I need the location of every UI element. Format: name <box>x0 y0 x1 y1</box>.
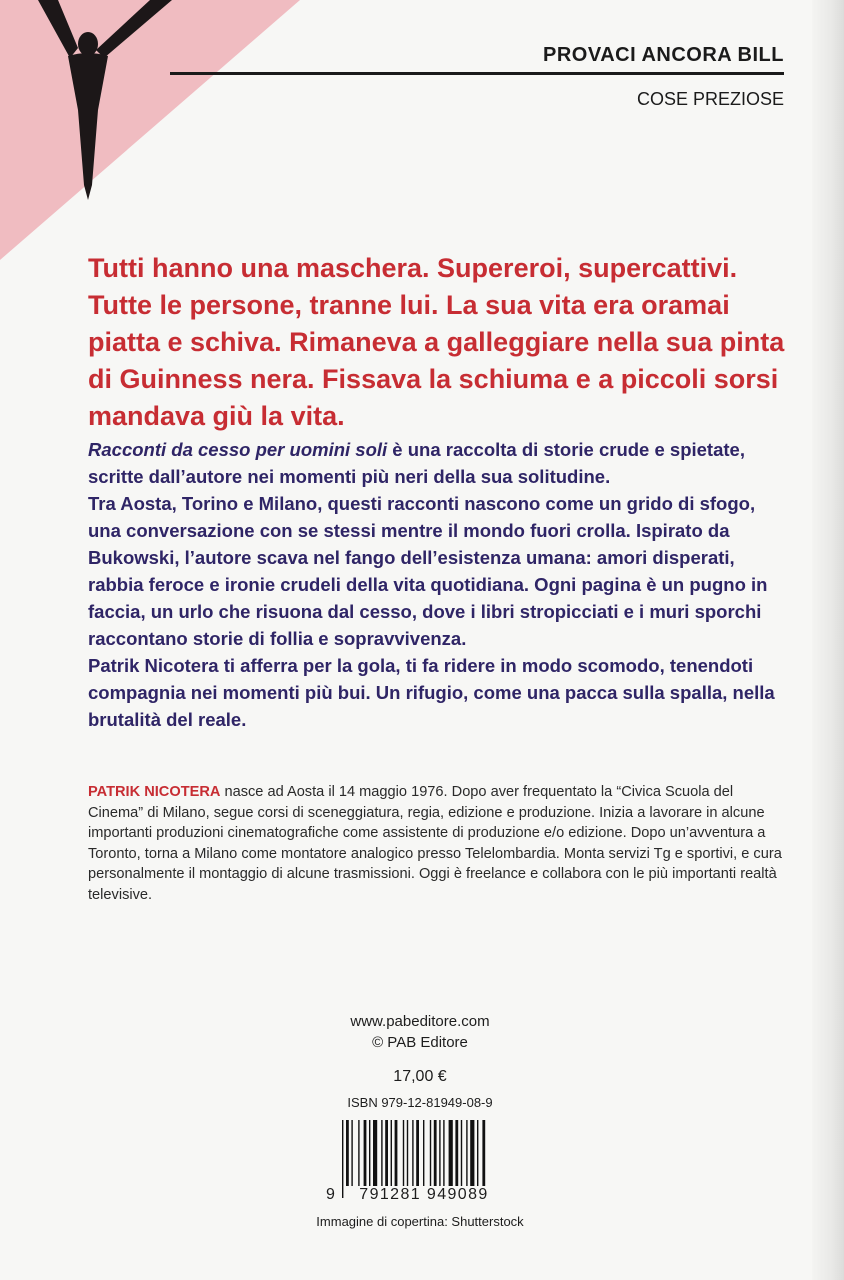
barcode-bar <box>434 1120 437 1186</box>
tagline: Tutti hanno una maschera. Supereroi, supercattivi. Tutte le persone, tranne lui. La sua vita era oramai piatta e schiva. Rimaneva a galleggiare nella sua pinta di Guinness nera. Fissava la schiuma e a piccoli sorsi mandava giù la vita. <box>88 253 785 431</box>
barcode-bar <box>391 1120 392 1186</box>
synopsis-intro <box>88 436 788 490</box>
barcode-bar <box>369 1120 370 1186</box>
barcode-digits: 791281 949089 <box>344 1186 504 1204</box>
barcode-bar <box>373 1120 377 1186</box>
barcode-bar <box>466 1120 467 1186</box>
image-credit: Immagine di copertina: Shutterstock <box>316 1214 524 1229</box>
publisher-website: www.pabeditore.com <box>350 1013 490 1030</box>
isbn: ISBN 979-12-81949-08-9 <box>347 1095 493 1110</box>
barcode-bar <box>385 1120 388 1186</box>
barcode-bar <box>403 1120 404 1186</box>
barcode-bar <box>443 1120 444 1186</box>
page-edge <box>812 0 844 1280</box>
synopsis-paragraph: Patrik Nicotera ti afferra per la gola, ti fa ridere in modo scomodo, tenendoti compagnia nei momenti più bui. Un rifugio, come una pacca sulla spalla, nella brutalità del reale. <box>88 655 775 730</box>
barcode-bar <box>470 1120 474 1186</box>
barcode-bar <box>449 1120 453 1186</box>
barcode-bar <box>351 1120 352 1186</box>
barcode-bar <box>477 1120 478 1186</box>
barcode-bar <box>439 1120 440 1186</box>
barcode-bar <box>364 1120 367 1186</box>
synopsis-paragraph: Tra Aosta, Torino e Milano, questi racconti nascono come un grido di sfogo, una conversazione con se stessi mentre il mondo fuori crolla. Ispirato da Bukowski, l’autore scava nel fango dell’esistenza umana: amori disperati, rabbia feroce e ironie crudeli della vita quotidiana. Ogni pagina è un pugno in faccia, un urlo che risuona dal cesso, dove i libri stropicciati e i muri sporchi raccontano storie di follia e sopravvivenza. <box>88 493 768 649</box>
book-title: Racconti da cesso per uomini soli <box>88 439 388 460</box>
barcode-bar <box>455 1120 458 1186</box>
author-bio-text: nasce ad Aosta il 14 maggio 1976. Dopo aver frequentato la “Civica Scuola del Cinema” di Milano, segue corsi di sceneggiatura, regia, edizione e produzione. Inizia a lavorare in alcune importanti produzioni cinematografiche come assistente di produzione e/o edizione. Dopo un’avventura a Toronto, torna a Milano come montatore analogico presso Telelombardia. Monta servizi Tg e sportivi, e cura personalmente il montaggio di alcune trasmissioni. Oggi è freelance e collabora con le più importanti realtà televisive. <box>88 784 782 903</box>
barcode-bar <box>430 1120 431 1186</box>
price: 17,00 € <box>393 1068 447 1085</box>
silhouette-raised-arms-icon <box>0 0 300 260</box>
collection-name: COSE PREZIOSE <box>636 89 784 109</box>
barcode-first-digit: 9 <box>326 1186 335 1203</box>
divider <box>170 72 784 75</box>
publisher-name: © PAB Editore <box>372 1034 468 1051</box>
series-title: PROVACI ANCORA BILL <box>543 44 784 66</box>
barcode-bar <box>461 1120 462 1186</box>
synopsis-intro-text: è una raccolta di storie crude e spietate, scritte dall’autore nei momenti più neri della sua solitudine. <box>88 439 745 487</box>
author-name: PATRIK NICOTERA <box>88 784 221 800</box>
author-bio <box>88 782 788 906</box>
barcode-bar <box>423 1120 424 1186</box>
barcode-bar <box>407 1120 408 1186</box>
barcode-bar <box>358 1120 359 1186</box>
barcode-bar <box>395 1120 398 1186</box>
synopsis <box>88 436 788 733</box>
barcode-bar <box>381 1120 382 1186</box>
